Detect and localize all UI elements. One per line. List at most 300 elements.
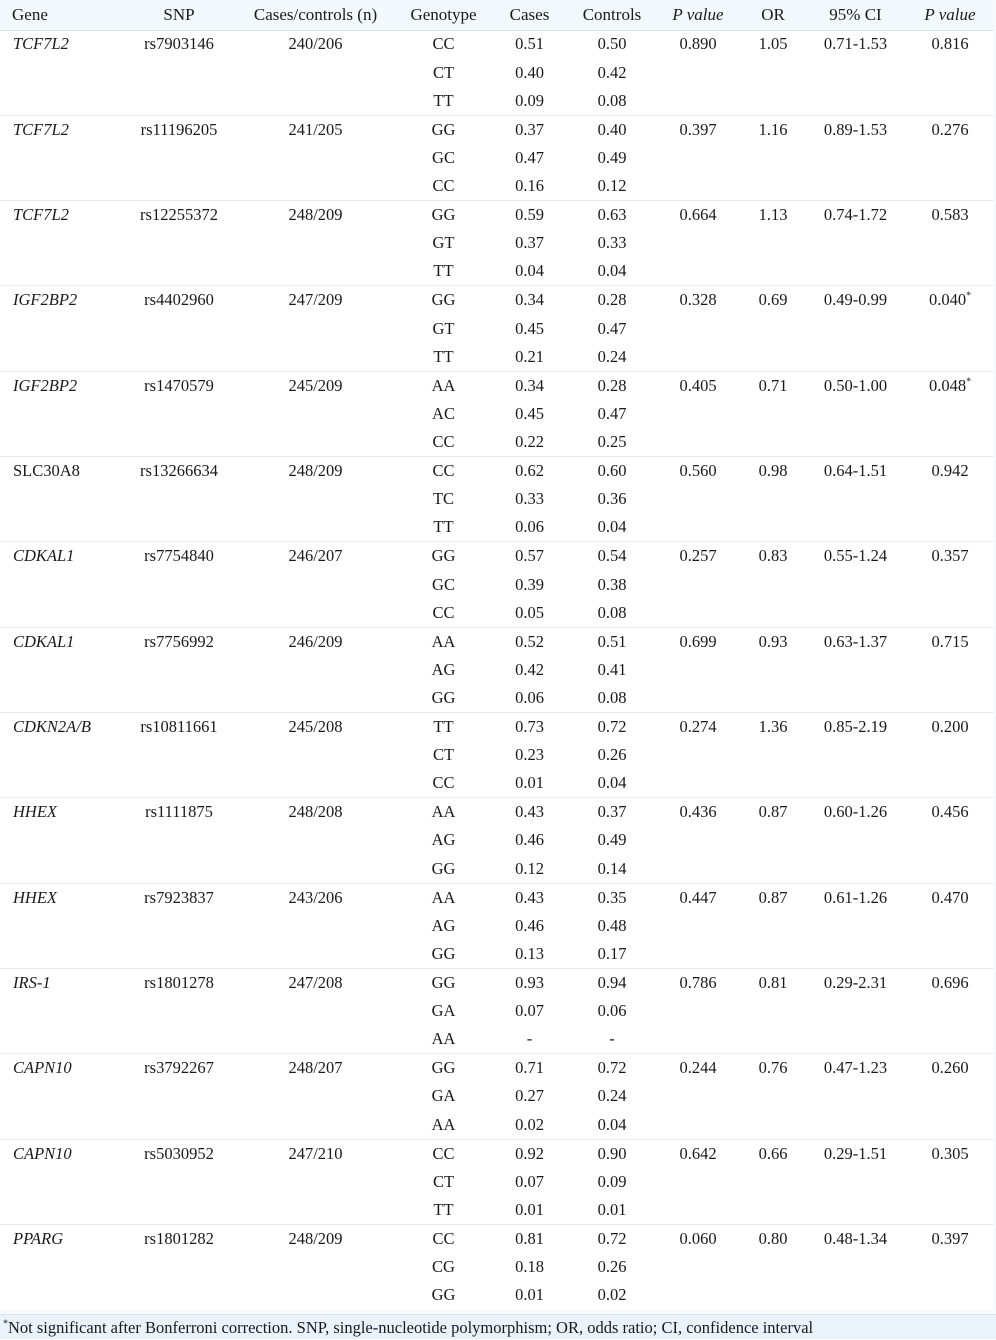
p-value-adjusted-cell: [907, 1253, 993, 1281]
p-value-cell: [654, 769, 742, 797]
gene-cell: [0, 599, 125, 627]
odds-ratio-cell: [742, 1082, 804, 1110]
footnote-mark: *: [3, 1318, 8, 1330]
cases-freq-cell: 0.04: [515, 261, 544, 281]
cases-controls-cell: [233, 769, 398, 797]
p-value-cell: [654, 87, 742, 115]
odds-ratio-cell: [742, 940, 804, 968]
gene-cell: HHEX: [0, 798, 125, 826]
table-row: [0, 968, 993, 996]
cases-controls-cell: [233, 87, 398, 115]
p-value-adjusted-cell: [907, 1224, 993, 1252]
cases-freq-cell: 0.52: [489, 627, 570, 655]
p-value-cell: 0.405: [654, 371, 742, 399]
p-value-adjusted-cell: [907, 684, 993, 712]
odds-ratio-cell: [742, 144, 804, 172]
p-value-adjusted-cell: [907, 798, 993, 826]
p-value-cell: [654, 172, 742, 200]
p-value-adjusted-cell: [907, 1196, 993, 1224]
odds-ratio-cell: [742, 684, 804, 712]
cases-freq-cell: 0.47: [515, 147, 544, 167]
cases-freq-cell: 0.40: [515, 62, 544, 82]
cases-freq-cell: 0.06: [515, 517, 544, 537]
p-value-adjusted-value: 0.260: [931, 1058, 969, 1078]
cases-controls-cell: [233, 656, 398, 684]
p-value-cell: [654, 258, 742, 286]
gene-cell: CAPN10: [0, 1139, 125, 1167]
table-row: [0, 1082, 993, 1110]
table-row: [0, 1025, 993, 1053]
gene-cell: [0, 1253, 125, 1281]
controls-freq-cell: 0.36: [597, 489, 627, 509]
genotype-cell: CT: [432, 1171, 455, 1191]
cases-freq-cell: 0.39: [515, 574, 544, 594]
snp-cell: [125, 826, 233, 854]
table-row: [0, 371, 993, 399]
controls-freq-cell: 0.47: [597, 403, 627, 423]
snp-cell: [125, 343, 233, 371]
controls-freq-cell: 0.40: [570, 115, 654, 143]
snp-cell: [125, 1025, 233, 1053]
controls-freq-cell: 0.51: [570, 627, 654, 655]
cases-controls-cell: 247/208: [233, 968, 398, 996]
odds-ratio-cell: [742, 1111, 804, 1139]
controls-freq-cell: 0.12: [597, 176, 627, 196]
gene-cell: [0, 940, 125, 968]
snp-cell: [125, 1168, 233, 1196]
genotype-cell: AC: [432, 403, 455, 423]
controls-freq-cell: -: [609, 1029, 615, 1049]
odds-ratio-cell: [742, 513, 804, 541]
significance-mark: *: [966, 290, 972, 302]
cases-controls-cell: [233, 343, 398, 371]
ci-cell: [804, 485, 907, 513]
p-value-cell: [654, 1168, 742, 1196]
ci-cell: 0.64-1.51: [804, 457, 907, 485]
snp-cell: [125, 940, 233, 968]
cases-controls-cell: 245/209: [233, 371, 398, 399]
ci-cell: [804, 769, 907, 797]
p-value-cell: [654, 855, 742, 883]
ci-cell: 0.89-1.53: [804, 115, 907, 143]
p-value-adjusted-cell: [907, 115, 993, 143]
snp-cell: [125, 997, 233, 1025]
p-value-adjusted-value: 0.276: [931, 119, 969, 139]
ci-cell: [804, 741, 907, 769]
p-value-adjusted-value: 0.470: [931, 887, 969, 907]
gene-cell: CDKN2A/B: [0, 713, 125, 741]
cases-controls-cell: [233, 428, 398, 456]
cases-freq-cell: 0.18: [515, 1257, 544, 1277]
table-row: [0, 229, 993, 257]
snp-cell: [125, 599, 233, 627]
p-value-cell: [654, 656, 742, 684]
gene-cell: [0, 485, 125, 513]
p-value-adjusted-value: 0.305: [931, 1143, 969, 1163]
header-row: [0, 0, 993, 30]
genotype-cell: CC: [432, 773, 455, 793]
table-row: [0, 997, 993, 1025]
snp-cell: rs7903146: [144, 34, 214, 54]
p-value-adjusted-cell: [907, 1139, 993, 1167]
controls-freq-cell: 0.04: [597, 1114, 627, 1134]
cases-freq-cell: 0.37: [489, 115, 570, 143]
p-value-cell: [654, 940, 742, 968]
genotype-cell: AA: [398, 798, 489, 826]
ci-cell: [804, 400, 907, 428]
gene-cell: [0, 87, 125, 115]
controls-freq-cell: 0.33: [597, 233, 627, 253]
cases-controls-cell: 248/209: [233, 457, 398, 485]
controls-freq-cell: 0.42: [597, 62, 627, 82]
cases-freq-cell: 0.05: [515, 602, 544, 622]
odds-ratio-cell: 0.71: [742, 371, 804, 399]
genotype-cell: CC: [432, 602, 455, 622]
p-value-cell: [654, 1253, 742, 1281]
gene-cell: IGF2BP2: [0, 286, 125, 314]
p-value-adjusted-value: 0.357: [931, 546, 969, 566]
table-row: [0, 201, 993, 229]
cases-freq-cell: 0.12: [515, 858, 544, 878]
header-or: OR: [742, 0, 804, 30]
cases-controls-cell: [233, 1025, 398, 1053]
table-row: [0, 542, 993, 570]
gene-cell: [0, 1196, 125, 1224]
table-row: [0, 513, 993, 541]
genotype-cell: CT: [432, 62, 455, 82]
controls-freq-cell: 0.01: [597, 1199, 627, 1219]
snp-cell: rs1801282: [125, 1224, 233, 1252]
p-value-cell: [654, 513, 742, 541]
cases-freq-cell: 0.01: [515, 1285, 544, 1305]
genotype-cell: GG: [398, 115, 489, 143]
gene-cell: CDKAL1: [0, 542, 125, 570]
gene-cell: [0, 1168, 125, 1196]
gene-cell: [0, 855, 125, 883]
genotype-cell: AA: [398, 371, 489, 399]
cases-controls-cell: [233, 314, 398, 342]
p-value-cell: 0.664: [654, 201, 742, 229]
ci-cell: [804, 684, 907, 712]
snp-cell: [125, 428, 233, 456]
ci-cell: [804, 1196, 907, 1224]
gene-cell: [0, 912, 125, 940]
ci-cell: [804, 343, 907, 371]
ci-cell: 0.48-1.34: [804, 1224, 907, 1252]
controls-freq-cell: 0.49: [597, 147, 627, 167]
snp-cell: rs3792267: [125, 1054, 233, 1082]
p-value-cell: 0.642: [654, 1139, 742, 1167]
p-value-adjusted-cell: [907, 912, 993, 940]
cases-controls-cell: [233, 855, 398, 883]
controls-freq-cell: 0.41: [597, 659, 627, 679]
header-ci: 95% CI: [804, 0, 907, 30]
genotype-cell: GC: [432, 574, 455, 594]
genotype-cell: GC: [432, 147, 455, 167]
ci-cell: 0.60-1.26: [804, 798, 907, 826]
p-value-cell: 0.397: [654, 115, 742, 143]
header-genotype: Genotype: [398, 0, 489, 30]
genotype-cell: GG: [431, 1285, 456, 1305]
p-value-cell: [654, 1196, 742, 1224]
p-value-adjusted-cell: [907, 1111, 993, 1139]
odds-ratio-cell: [742, 1281, 804, 1309]
cases-freq-cell: 0.57: [489, 542, 570, 570]
snp-cell: [125, 229, 233, 257]
odds-ratio-cell: [742, 599, 804, 627]
gene-cell: [0, 570, 125, 598]
p-value-adjusted-cell: [907, 286, 993, 314]
p-value-cell: 0.436: [654, 798, 742, 826]
genotype-cell: AG: [431, 915, 456, 935]
ci-cell: [804, 855, 907, 883]
genotype-cell: GA: [431, 1086, 456, 1106]
table-row: [0, 485, 993, 513]
cases-freq-cell: 0.62: [489, 457, 570, 485]
p-value-adjusted-cell: [907, 314, 993, 342]
table-row: [0, 1139, 993, 1167]
gene-cell: [0, 400, 125, 428]
controls-freq-cell: 0.63: [570, 201, 654, 229]
p-value-adjusted-value: 0.048: [928, 375, 967, 395]
cases-freq-cell: 0.43: [489, 883, 570, 911]
controls-freq-cell: 0.08: [597, 602, 627, 622]
odds-ratio-cell: [742, 570, 804, 598]
cases-freq-cell: 0.45: [515, 318, 544, 338]
cases-freq-cell: 0.71: [489, 1054, 570, 1082]
p-value-cell: [654, 400, 742, 428]
odds-ratio-cell: [742, 314, 804, 342]
odds-ratio-cell: 0.83: [742, 542, 804, 570]
gene-cell: HHEX: [0, 883, 125, 911]
cases-controls-cell: [233, 997, 398, 1025]
p-value-adjusted-cell: [907, 229, 993, 257]
controls-freq-cell: 0.17: [597, 943, 627, 963]
cases-freq-cell: 0.06: [515, 688, 544, 708]
odds-ratio-cell: [742, 485, 804, 513]
p-value-adjusted-cell: [907, 201, 993, 229]
controls-freq-cell: 0.49: [597, 830, 627, 850]
p-value-cell: [654, 428, 742, 456]
cases-freq-cell: 0.46: [515, 915, 544, 935]
ci-cell: 0.47-1.23: [804, 1054, 907, 1082]
table-row: [0, 457, 993, 485]
ci-cell: 0.63-1.37: [804, 627, 907, 655]
cases-controls-cell: 247/209: [233, 286, 398, 314]
ci-cell: [804, 1168, 907, 1196]
p-value-adjusted-cell: [907, 1082, 993, 1110]
p-value-adjusted-value: 0.696: [931, 972, 969, 992]
ci-cell: [804, 1253, 907, 1281]
p-value-cell: [654, 684, 742, 712]
p-value-cell: [654, 1025, 742, 1053]
genotype-cell: GG: [398, 201, 489, 229]
cases-freq-cell: 0.59: [489, 201, 570, 229]
header-p-value-2-text: P value: [924, 4, 976, 24]
snp-cell: rs10811661: [125, 713, 233, 741]
cases-controls-cell: 241/205: [233, 115, 398, 143]
cases-controls-cell: 246/209: [233, 627, 398, 655]
cases-controls-cell: [233, 513, 398, 541]
odds-ratio-cell: [742, 87, 804, 115]
cases-freq-cell: 0.13: [515, 943, 544, 963]
p-value-cell: 0.274: [654, 713, 742, 741]
cases-controls-cell: [233, 599, 398, 627]
gene-cell: [0, 229, 125, 257]
odds-ratio-cell: [742, 769, 804, 797]
genotype-cell: GG: [431, 688, 456, 708]
header-p-value-1-text: P value: [672, 4, 724, 24]
table-row: [0, 1224, 993, 1252]
table-row: [0, 713, 993, 741]
controls-freq-cell: 0.08: [597, 688, 627, 708]
snp-cell: rs7756992: [125, 627, 233, 655]
ci-cell: 0.61-1.26: [804, 883, 907, 911]
cases-controls-cell: [233, 940, 398, 968]
cases-controls-cell: 247/210: [233, 1139, 398, 1167]
cases-controls-cell: [233, 1168, 398, 1196]
p-value-adjusted-cell: [907, 769, 993, 797]
p-value-adjusted-value: 0.715: [931, 631, 969, 651]
odds-ratio-cell: [742, 912, 804, 940]
table-header: [0, 0, 993, 30]
p-value-adjusted-cell: [907, 1281, 993, 1309]
p-value-adjusted-value: 0.816: [931, 34, 969, 54]
cases-controls-cell: [233, 1253, 398, 1281]
odds-ratio-cell: [742, 1025, 804, 1053]
controls-freq-cell: 0.08: [597, 90, 627, 110]
odds-ratio-cell: [742, 229, 804, 257]
odds-ratio-cell: [742, 1168, 804, 1196]
table-row: [0, 314, 993, 342]
controls-freq-cell: 0.48: [597, 915, 627, 935]
cases-freq-cell: 0.02: [515, 1114, 544, 1134]
header-cases-controls: Cases/controls (n): [233, 0, 398, 30]
table-row: [0, 1253, 993, 1281]
p-value-adjusted-cell: [907, 599, 993, 627]
cases-freq-cell: 0.73: [489, 713, 570, 741]
p-value-adjusted-value: 0.583: [931, 205, 969, 225]
p-value-adjusted-cell: [907, 144, 993, 172]
cases-controls-cell: [233, 1111, 398, 1139]
snp-cell: [125, 741, 233, 769]
cases-freq-cell: 0.07: [515, 1171, 544, 1191]
gene-cell: TCF7L2: [13, 34, 69, 54]
cases-controls-cell: 243/206: [233, 883, 398, 911]
table-row: [0, 855, 993, 883]
snp-cell: rs1801278: [125, 968, 233, 996]
table-row: [0, 599, 993, 627]
p-value-adjusted-cell: [907, 30, 993, 58]
genotype-cell: AA: [398, 627, 489, 655]
gene-cell: CDKAL1: [0, 627, 125, 655]
p-value-cell: [654, 997, 742, 1025]
table-row: [0, 570, 993, 598]
p-value-adjusted-cell: [907, 940, 993, 968]
odds-ratio-cell: 0.87: [742, 883, 804, 911]
odds-ratio-cell: 1.13: [742, 201, 804, 229]
snp-cell: [125, 855, 233, 883]
cases-freq-cell: 0.33: [515, 489, 544, 509]
odds-ratio-cell: [742, 343, 804, 371]
table-row: [0, 627, 993, 655]
gene-cell: [0, 144, 125, 172]
odds-ratio-cell: [742, 400, 804, 428]
cases-controls-cell: 248/207: [233, 1054, 398, 1082]
controls-freq-cell: 0.04: [597, 773, 627, 793]
odds-ratio-cell: 0.76: [742, 1054, 804, 1082]
controls-freq-cell: 0.14: [597, 858, 627, 878]
cases-controls-cell: [233, 258, 398, 286]
p-value-cell: 0.786: [654, 968, 742, 996]
p-value-cell: [654, 314, 742, 342]
table-row: [0, 741, 993, 769]
table-row: [0, 258, 993, 286]
p-value-cell: [654, 343, 742, 371]
table-row: [0, 826, 993, 854]
gene-cell: [0, 513, 125, 541]
controls-freq-cell: 0.38: [597, 574, 627, 594]
cases-controls-cell: [233, 1082, 398, 1110]
p-value-adjusted-value: 0.456: [931, 802, 969, 822]
p-value-cell: 0.890: [679, 34, 717, 54]
p-value-cell: 0.328: [654, 286, 742, 314]
p-value-adjusted-cell: [907, 58, 993, 86]
p-value-adjusted-cell: [907, 172, 993, 200]
p-value-cell: [654, 144, 742, 172]
table-row: [0, 798, 993, 826]
gene-cell: [0, 1111, 125, 1139]
gene-cell: [0, 769, 125, 797]
genotype-cell: GG: [398, 286, 489, 314]
p-value-adjusted-cell: [907, 570, 993, 598]
cases-controls-cell: [233, 1281, 398, 1309]
snp-cell: [125, 684, 233, 712]
controls-freq-cell: 0.02: [597, 1285, 627, 1305]
gene-cell: [0, 656, 125, 684]
header-snp: SNP: [125, 0, 233, 30]
table-row: [0, 58, 993, 86]
cases-controls-cell: [233, 144, 398, 172]
p-value-adjusted-cell: [907, 400, 993, 428]
ci-cell: [804, 172, 907, 200]
genotype-cell: TT: [433, 517, 454, 537]
snp-cell: [125, 1253, 233, 1281]
snp-cell: [125, 400, 233, 428]
cases-controls-cell: [233, 58, 398, 86]
table-row: [0, 912, 993, 940]
ci-cell: [804, 1111, 907, 1139]
genotype-cell: CC: [398, 457, 489, 485]
ci-cell: 0.55-1.24: [804, 542, 907, 570]
p-value-cell: [654, 229, 742, 257]
p-value-adjusted-cell: [907, 627, 993, 655]
ci-cell: [804, 428, 907, 456]
cases-freq-cell: 0.21: [515, 346, 544, 366]
p-value-adjusted-cell: [907, 343, 993, 371]
snp-cell: rs12255372: [125, 201, 233, 229]
gene-cell: IRS-1: [0, 968, 125, 996]
cases-controls-cell: [233, 741, 398, 769]
gene-cell: [0, 1281, 125, 1309]
table-row: [0, 940, 993, 968]
snp-cell: rs4402960: [125, 286, 233, 314]
cases-freq-cell: 0.01: [515, 773, 544, 793]
cases-controls-cell: 248/209: [233, 1224, 398, 1252]
cases-freq-cell: 0.45: [515, 403, 544, 423]
genotype-cell: CC: [432, 34, 455, 54]
cases-freq-cell: -: [526, 1029, 533, 1049]
